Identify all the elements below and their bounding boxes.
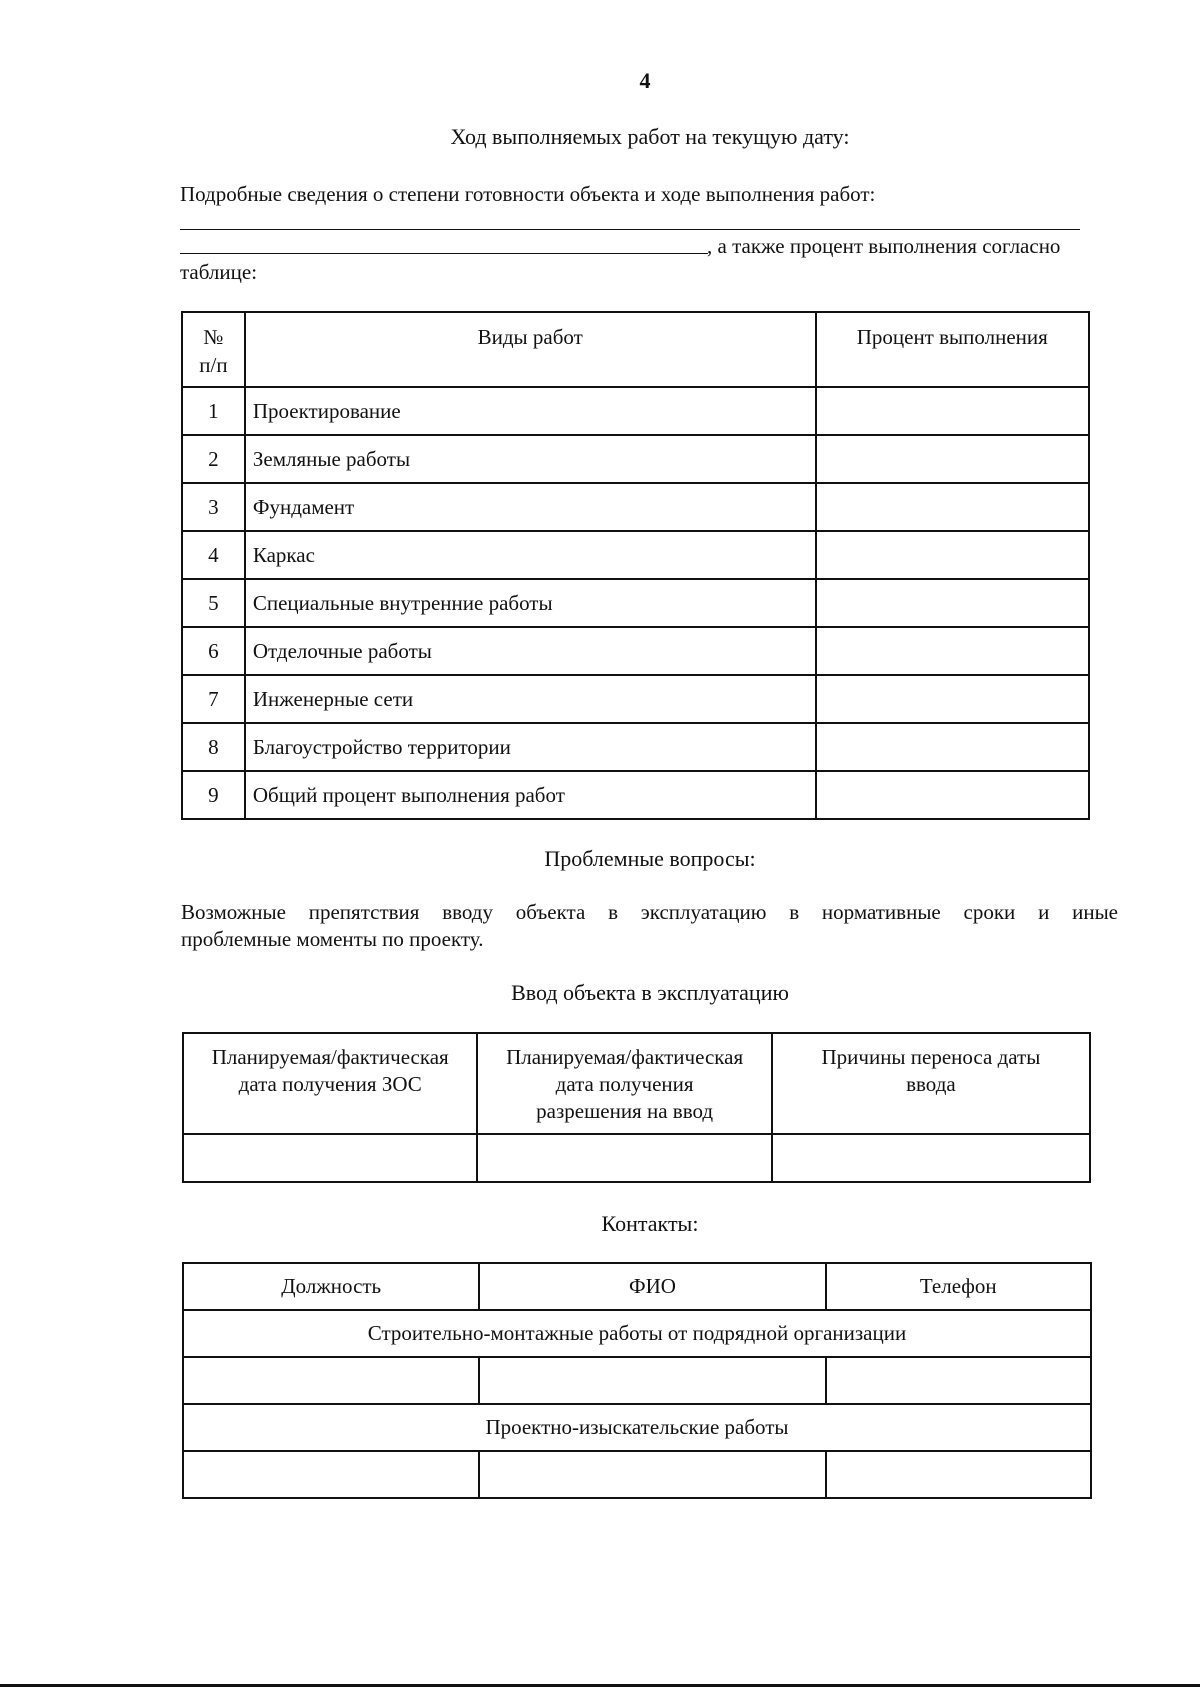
issues-text-line-1: Возможные препятствия вводу объекта в эксплуатацию в нормативные сроки и иные — [181, 900, 1118, 924]
contacts-heading: Контакты: — [601, 1211, 699, 1236]
permit-date-cell[interactable] — [477, 1134, 771, 1182]
table-row — [183, 1357, 1091, 1404]
contacts-col-position: Должность — [183, 1263, 479, 1310]
contacts-section-design: Проектно-изыскательские работы — [183, 1404, 1091, 1451]
row-num: 9 — [182, 771, 245, 819]
contacts-section-row — [183, 1310, 1091, 1357]
row-work-type: Инженерные сети — [245, 675, 816, 723]
postpone-reason-cell[interactable] — [772, 1134, 1090, 1182]
row-percent-cell[interactable] — [816, 771, 1089, 819]
table-row — [182, 579, 1089, 627]
details-tail: , а также процент выполнения согласно — [707, 234, 1061, 258]
commission-heading: Ввод объекта в эксплуатацию — [511, 980, 789, 1005]
phone-cell[interactable] — [826, 1357, 1091, 1404]
row-work-type: Общий процент выполнения работ — [245, 771, 816, 819]
commission-col-zos-date: Планируемая/фактическая дата получения ЗОС — [183, 1033, 477, 1134]
name-cell[interactable] — [479, 1451, 825, 1498]
table-row — [182, 435, 1089, 483]
row-percent-cell[interactable] — [816, 675, 1089, 723]
table-row — [182, 387, 1089, 435]
contacts-section-construction: Строительно-монтажные работы от подрядной организации — [183, 1310, 1091, 1357]
row-num: 6 — [182, 627, 245, 675]
row-work-type: Благоустройство территории — [245, 723, 816, 771]
works-col-type: Виды работ — [245, 312, 816, 387]
row-percent-cell[interactable] — [816, 627, 1089, 675]
row-percent-cell[interactable] — [816, 435, 1089, 483]
page-number: 4 — [639, 68, 651, 93]
progress-heading: Ход выполняемых работ на текущую дату: — [450, 124, 850, 149]
row-work-type: Фундамент — [245, 483, 816, 531]
row-work-type: Каркас — [245, 531, 816, 579]
row-num: 5 — [182, 579, 245, 627]
table-row — [182, 723, 1089, 771]
details-tail-2: таблице: — [180, 260, 258, 284]
issues-heading: Проблемные вопросы: — [544, 846, 756, 871]
table-row — [182, 771, 1089, 819]
zos-date-cell[interactable] — [183, 1134, 477, 1182]
row-percent-cell[interactable] — [816, 387, 1089, 435]
row-work-type: Специальные внутренние работы — [245, 579, 816, 627]
table-row — [182, 627, 1089, 675]
row-percent-cell[interactable] — [816, 723, 1089, 771]
contacts-col-name: ФИО — [479, 1263, 825, 1310]
commission-table — [182, 1032, 1091, 1183]
row-num: 2 — [182, 435, 245, 483]
row-num: 4 — [182, 531, 245, 579]
phone-cell[interactable] — [826, 1451, 1091, 1498]
contacts-table — [182, 1262, 1092, 1499]
row-num: 1 — [182, 387, 245, 435]
works-table-header-row — [182, 312, 1089, 387]
table-row — [183, 1451, 1091, 1498]
contacts-header-row — [183, 1263, 1091, 1310]
row-num: 8 — [182, 723, 245, 771]
commission-col-permit-date: Планируемая/фактическая дата получения разрешения на ввод — [477, 1033, 771, 1134]
row-num: 7 — [182, 675, 245, 723]
issues-text-line-2: проблемные моменты по проекту. — [181, 927, 484, 951]
page-bottom-edge — [0, 1684, 1200, 1687]
row-num: 3 — [182, 483, 245, 531]
contacts-section-row — [183, 1404, 1091, 1451]
row-work-type: Земляные работы — [245, 435, 816, 483]
works-col-num: № п/п — [182, 312, 245, 387]
row-percent-cell[interactable] — [816, 531, 1089, 579]
position-cell[interactable] — [183, 1451, 479, 1498]
details-line-1 — [180, 229, 1080, 230]
contacts-col-phone: Телефон — [826, 1263, 1091, 1310]
works-table — [181, 311, 1090, 820]
table-row — [182, 531, 1089, 579]
works-col-percent: Процент выполнения — [816, 312, 1089, 387]
table-row — [182, 483, 1089, 531]
table-row — [183, 1134, 1090, 1182]
row-percent-cell[interactable] — [816, 483, 1089, 531]
name-cell[interactable] — [479, 1357, 825, 1404]
details-label: Подробные сведения о степени готовности объекта и ходе выполнения работ: — [180, 182, 876, 206]
commission-col-postpone-reason: Причины переноса даты ввода — [772, 1033, 1090, 1134]
row-percent-cell[interactable] — [816, 579, 1089, 627]
commission-header-row — [183, 1033, 1090, 1134]
row-work-type: Отделочные работы — [245, 627, 816, 675]
row-work-type: Проектирование — [245, 387, 816, 435]
position-cell[interactable] — [183, 1357, 479, 1404]
table-row — [182, 675, 1089, 723]
details-line-2 — [180, 253, 708, 254]
